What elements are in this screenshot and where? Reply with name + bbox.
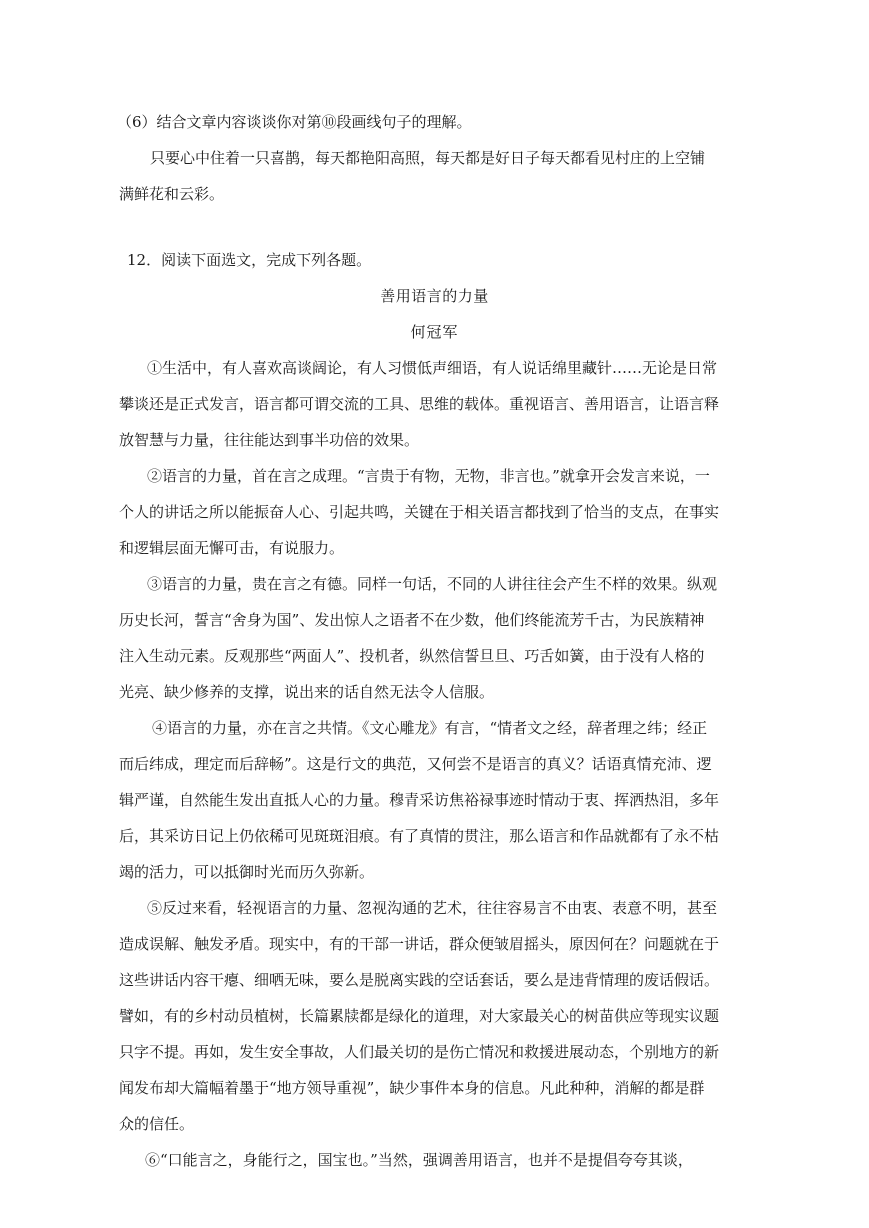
paragraph-5-line: 众的信任。	[119, 1115, 195, 1133]
article-author: 何冠军	[410, 323, 459, 341]
question-12-prompt: 12．阅读下面选文，完成下列各题。	[127, 251, 372, 269]
paragraph-1-line: ①生活中，有人喜欢高谈阔论，有人习惯低声细语，有人说话绵里藏针……无论是日常	[147, 359, 718, 377]
question-6-answer-line: 只要心中住着一只喜鹊，每天都艳阳高照，每天都是好日子每天都看见村庄的上空铺	[150, 149, 706, 167]
paragraph-5-line: 譬如，有的乡村动员植树，长篇累牍都是绿化的道理，对大家最关心的树苗供应等现实议题	[119, 1007, 720, 1025]
paragraph-2-line: 和逻辑层面无懈可击，有说服力。	[119, 539, 345, 557]
paragraph-4-line: 竭的活力，可以抵御时光而历久弥新。	[119, 863, 375, 881]
paragraph-3-line: 光亮、缺少修养的支撑，说出来的话自然无法令人信服。	[119, 683, 495, 701]
paragraph-4-line: 后，其采访日记上仍依稀可见斑斑泪痕。有了真情的贯注，那么语言和作品就都有了永不枯	[119, 827, 720, 845]
paragraph-4-line: 辑严谨，自然能生发出直抵人心的力量。穆青采访焦裕禄事迹时情动于衷、挥洒热泪，多年	[119, 791, 720, 809]
paragraph-4-line: 而后纬成，理定而后辞畅”。这是行文的典范，又何尝不是语言的真义？话语真情充沛、逻	[119, 755, 712, 773]
paragraph-5-line: 造成误解、触发矛盾。现实中，有的干部一讲话，群众便皱眉摇头，原因何在？问题就在于	[119, 935, 720, 953]
question-6-prompt: （6）结合文章内容谈谈你对第⑩段画线句子的理解。	[117, 113, 472, 131]
paragraph-5-line: ⑤反过来看，轻视语言的力量、忽视沟通的艺术，往往容易言不由衷、表意不明，甚至	[147, 899, 718, 917]
paragraph-6-line: ⑥“口能言之，身能行之，国宝也。”当然，强调善用语言，也并不是提倡夸夸其谈，	[145, 1151, 693, 1169]
paragraph-5-line: 这些讲话内容干瘪、细哂无味，要么是脱离实践的空话套话，要么是违背情理的废话假话。	[119, 971, 720, 989]
paragraph-2-line: 个人的讲话之所以能振奋人心、引起共鸣，关键在于相关语言都找到了恰当的支点，在事实	[119, 503, 720, 521]
paragraph-2-line: ②语言的力量，首在言之成理。“言贵于有物，无物，非言也。”就拿开会发言来说，一	[147, 467, 710, 485]
paragraph-3-line: ③语言的力量，贵在言之有德。同样一句话，不同的人讲往往会产生不样的效果。纵观	[147, 575, 718, 593]
paragraph-3-line: 注入生动元素。反观那些“两面人”、投机者，纵然信誓旦旦、巧舌如簧，由于没有人格的	[119, 647, 705, 665]
paragraph-5-line: 只字不提。再如，发生安全事故，人们最关切的是伤亡情况和救援进展动态，个别地方的新	[119, 1043, 720, 1061]
paragraph-1-line: 放智慧与力量，往往能达到事半功倍的效果。	[119, 431, 420, 449]
question-6-answer-line: 满鲜花和云彩。	[119, 185, 225, 203]
paragraph-5-line: 闻发布却大篇幅着墨于“地方领导重视”，缺少事件本身的信息。凡此种种，消解的都是群	[119, 1079, 705, 1097]
paragraph-1-line: 攀谈还是正式发言，语言都可谓交流的工具、思维的载体。重视语言、善用语言，让语言释	[119, 395, 720, 413]
paragraph-3-line: 历史长河，誓言“舍身为国”、发出惊人之语者不在少数，他们终能流芳千古，为民族精神	[119, 611, 705, 629]
article-title: 善用语言的力量	[380, 287, 489, 305]
paragraph-4-line: ④语言的力量，亦在言之共情。《文心雕龙》有言，“情者文之经，辞者理之纬；经正	[152, 719, 708, 737]
